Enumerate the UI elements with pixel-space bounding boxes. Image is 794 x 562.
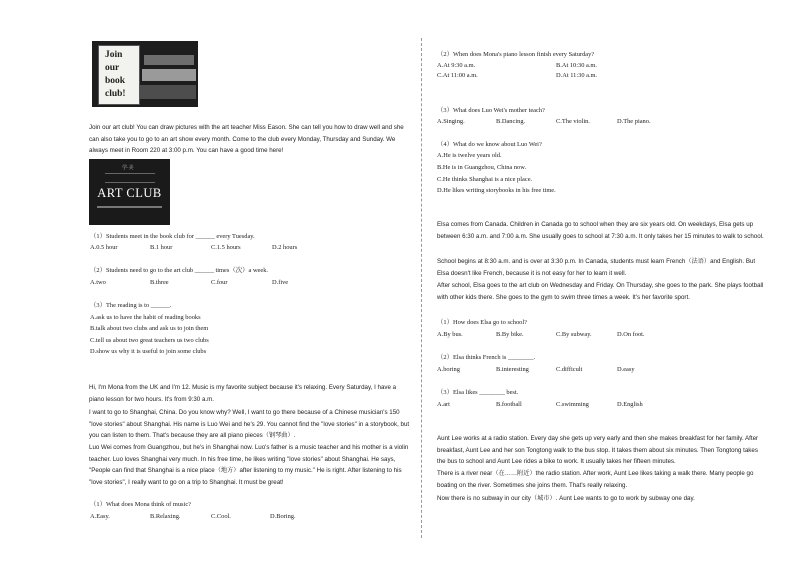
poster-line: book	[105, 76, 126, 86]
option: D.show us why it is useful to join some clubs	[90, 348, 207, 355]
passage4-para: There is a river near（在……附近）the radio station. After work, Aunt Lee likes taking a walk there. Many people go boating on the river. Sometimes she joins them. That's really relaxing.	[437, 470, 754, 489]
art-club-poster	[89, 159, 170, 225]
option: C.By subway.	[556, 331, 592, 338]
option: C.swimming	[556, 401, 589, 408]
option: B.talk about two clubs and ask us to join them	[90, 325, 209, 332]
option: D.Boring.	[270, 513, 296, 520]
question: （2）When does Mona's piano lesson finish every Saturday?	[437, 51, 595, 58]
option: A.By bus.	[437, 331, 463, 338]
poster-line: club!	[105, 89, 126, 99]
option: A.boring	[437, 366, 460, 373]
passage3-para: Elsa comes from Canada. Children in Canada go to school when they are six years old. On weekdays, Elsa gets up between 6:30 a.m. and 7:00 a.m. She usually goes to school at 7:30 a.m. It only takes her 15 minutes to walk to school.	[437, 221, 764, 240]
option: B.By bike.	[496, 331, 524, 338]
option: A.art	[437, 401, 450, 408]
option: C.tell us about two great teachers us two clubs	[90, 337, 209, 344]
column-divider	[421, 38, 422, 538]
question: （1）How does Elsa go to school?	[437, 319, 527, 326]
option: D.five	[272, 279, 289, 286]
option: C.At 11:00 a.m.	[437, 72, 478, 79]
book-club-poster	[92, 41, 198, 107]
question: （3）The reading is to ______.	[90, 302, 172, 309]
option: B.three	[150, 279, 169, 286]
option: B.He is in Guangzhou, China now.	[437, 164, 527, 171]
option: B.At 10:30 a.m.	[556, 62, 598, 69]
option: C.difficult	[556, 366, 583, 373]
passage3-para: After school, Elsa goes to the art club on Wednesday and Friday. On Thursday, she goes to the park. She plays football with other kids there. She goes to the gym to swim three times a week. It's her favorite sport.	[437, 282, 764, 301]
option: B.1 hour	[150, 244, 173, 251]
option: B.Dancing.	[496, 118, 526, 125]
question: （1）What does Mona think of music?	[90, 501, 191, 508]
option: D.English	[617, 401, 643, 408]
option: A.0.5 hour	[90, 244, 118, 251]
option: C.The violin.	[556, 118, 590, 125]
art-club-title: ART CLUB	[97, 186, 162, 200]
question: （3）Elsa likes ________ best.	[437, 389, 519, 396]
book-spine	[140, 85, 196, 99]
option: D.2 hours	[272, 244, 298, 251]
option: C.Cool.	[211, 513, 231, 520]
option: D.On foot.	[617, 331, 645, 338]
passage2-para: Hi, I'm Mona from the UK and I'm 12. Music is my favorite subject because it's relaxing. Every Saturday, I have a piano lesson for two hours. It's from 9:30 a.m.	[89, 384, 397, 403]
passage2-para: I want to go to Shanghai, China. Do you know why? Well, I want to go there because of a Chinese musician's 150 "love stories" about Shanghai. His name is Luo Wei and he's 29. You cannot find the "love stories" in a storybook, but you can listen to them. That's because they are all piano pieces（钢琴曲）.	[89, 409, 410, 439]
option: B.interesting	[496, 366, 529, 373]
option: A.Singing.	[437, 118, 465, 125]
passage4-para: Aunt Lee works at a radio station. Every day she gets up very early and then she makes breakfast for her family. After breakfast, Aunt Lee and her son Tongtong walk to the bus stop. It takes them about six minutes. Then Tongtong takes the bus to school and Aunt Lee rides a bike to work. It usually takes her fifteen minutes.	[437, 435, 759, 465]
option: B.football	[496, 401, 522, 408]
passage2-para: Luo Wei comes from Guangzhou, but he's in Shanghai now. Luo's father is a music teacher and his mother is a violin teacher. Luo loves Shanghai very much. In his free time, he likes writing "love stories" about Shanghai. He says, "People can find that Shanghai is a nice place（地方）after listening to my music." He is right. After listening to his "love stories", I really want to go on a trip to Shanghai. It must be great!	[89, 444, 409, 486]
poster-rule	[97, 206, 162, 208]
option: A.ask us to have the habit of reading books	[90, 314, 201, 321]
option: B.Relaxing.	[150, 513, 181, 520]
poster-line: Join	[105, 50, 123, 60]
question: （2）Students need to go to the art club ______ times（次）a week.	[90, 267, 269, 274]
question: （1）Students meet in the book club for ______ every Tuesday.	[90, 233, 255, 240]
book-spine	[142, 69, 196, 81]
question: （4）What do we know about Luo Wei?	[437, 141, 542, 148]
passage3-para: School begins at 8:30 a.m. and is over at 3:30 p.m. In Canada, students must learn French（法语）and English. But Elsa doesn't like French, because it is not easy for her to learn it well.	[437, 258, 756, 277]
poster-card	[98, 45, 140, 105]
option: D.The piano.	[617, 118, 651, 125]
option: A.At 9:30 a.m.	[437, 62, 476, 69]
option: D.easy	[617, 366, 635, 373]
option: D.He likes writing storybooks in his free time.	[437, 187, 556, 194]
option: C.1.5 hours	[211, 244, 241, 251]
option: C.four	[211, 279, 228, 286]
passage1-text: Join our art club! You can draw pictures with the art teacher Miss Eason. She can tell you how to draw well and she can also take you to go to an art show every month. Come to the club every Monday, Thursday and Sunday. We always meet in Room 220 at 3:00 p.m. You can have a good time here!	[89, 124, 404, 154]
option: C.He thinks Shanghai is a nice place.	[437, 176, 533, 183]
passage4-para: Now there is no subway in our city（城市）. Aunt Lee wants to go to work by subway one day.	[437, 495, 695, 502]
poster-rule	[105, 173, 155, 183]
option: A.two	[90, 279, 106, 286]
poster-line: our	[105, 63, 120, 73]
question: （2）Elsa thinks French is ________.	[437, 354, 536, 361]
art-club-logo: 学·美	[122, 166, 134, 171]
option: A.He is twelve years old.	[437, 152, 502, 159]
option: D.At 11:30 a.m.	[556, 72, 598, 79]
book-spine	[144, 55, 194, 65]
question: （3）What does Luo Wei's mother teach?	[437, 107, 545, 114]
option: A.Easy.	[90, 513, 110, 520]
